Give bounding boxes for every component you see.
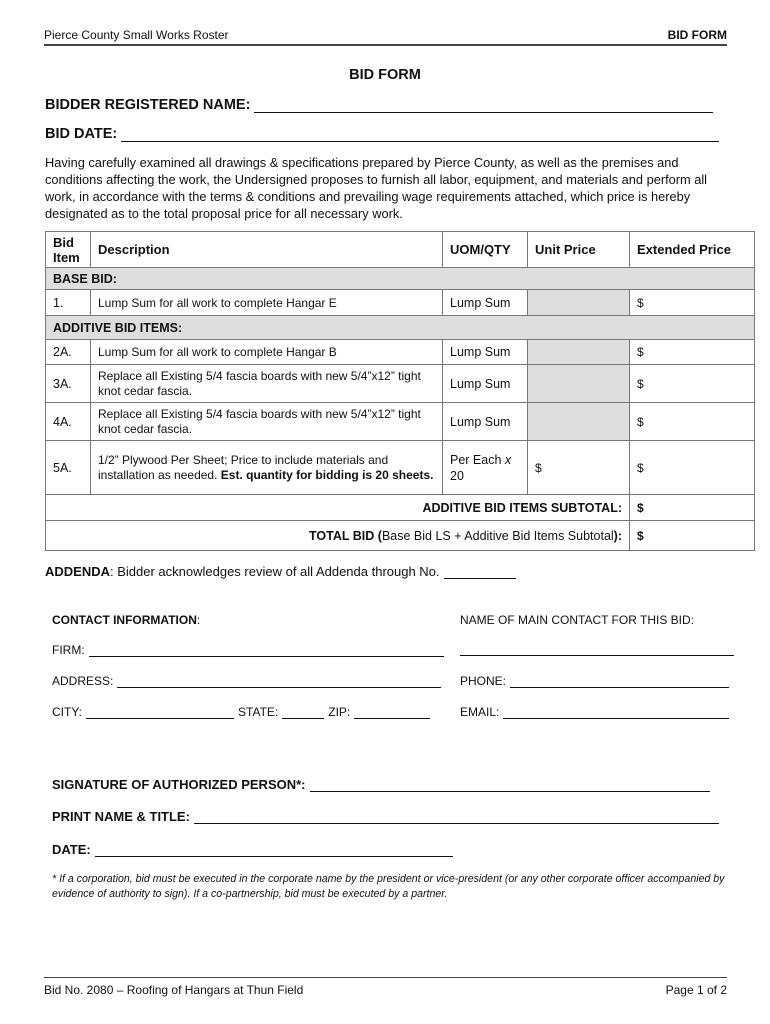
table-row [46,340,755,365]
firm-row [52,643,444,657]
row-description-text: 1/2” Plywood Per Sheet; Price to include materials and installation as needed. [98,452,389,482]
bidder-name-row [45,97,713,113]
intro-paragraph: Having carefully examined all drawings & specifications prepared by Pierce County, as well as the premises and conditions affecting the work, the Undersigned proposes to furnish all labor, equipment, and materials and perform all work, in accordance with the terms & conditions and prevailing wage requirements attached, which price is hereby designated as to the total proposal price for all necessary work. [45,155,708,221]
row-extended-price[interactable]: $ [630,441,755,495]
col-header-item: Bid Item [46,232,91,268]
total-label [46,521,630,551]
row-unit-price[interactable]: $ [528,441,630,495]
footer-divider [44,977,727,978]
phone-label: PHONE: [460,674,507,688]
row-description: Replace all Existing 5/4 fascia boards with new 5/4”x12” tight knot cedar fascia. [91,403,443,441]
email-line[interactable] [503,706,729,719]
section-row-base [46,268,755,290]
print-name-row [52,809,719,824]
subtotal-row [46,495,755,521]
row-item: 2A. [46,340,91,365]
row-description: Replace all Existing 5/4 fascia boards with new 5/4”x12” tight knot cedar fascia. [91,365,443,403]
firm-label: FIRM: [52,643,85,657]
main-contact-heading: NAME OF MAIN CONTACT FOR THIS BID: [460,613,695,627]
bid-table [45,231,755,551]
row-extended-price[interactable]: $ [630,365,755,403]
row-unit-price [528,403,630,441]
col-header-unit-price: Unit Price [528,232,630,268]
row-uom [443,441,528,495]
page-title: BID FORM [349,67,421,83]
row-uom: Lump Sum [443,340,528,365]
zip-line[interactable] [354,706,430,719]
header-divider [44,44,727,46]
row-uom: Lump Sum [443,365,528,403]
address-line[interactable] [117,675,441,688]
row-item: 3A. [46,365,91,403]
total-value[interactable]: $ [630,521,755,551]
zip-label: ZIP: [328,705,351,719]
table-row [46,441,755,495]
row-uom: Lump Sum [443,403,528,441]
phone-row [460,674,729,688]
bidder-name-label: BIDDER REGISTERED NAME: [45,97,251,113]
main-contact-line[interactable] [460,643,734,656]
row-uom-text: Per Each [450,452,505,467]
row-uom-qty: 20 [450,468,464,483]
address-row [52,674,441,688]
subtotal-label: ADDITIVE BID ITEMS SUBTOTAL: [46,495,630,521]
section-row-additive [46,316,755,340]
email-label: EMAIL: [460,705,500,719]
signature-row [52,777,710,792]
firm-line[interactable] [89,644,444,657]
contact-heading-text: CONTACT INFORMATION [52,613,197,627]
row-extended-price[interactable]: $ [630,403,755,441]
row-extended-price[interactable]: $ [630,290,755,316]
page-header [44,28,727,44]
main-contact-row [460,643,734,656]
col-header-uom: UOM/QTY [443,232,528,268]
base-bid-label: BASE BID: [46,268,755,290]
additive-bid-label: ADDITIVE BID ITEMS: [46,316,755,340]
addenda-line[interactable] [444,565,516,579]
total-label-end: ): [613,528,622,543]
total-row [46,521,755,551]
addenda-text: : Bidder acknowledges review of all Addenda through No. [110,564,440,579]
col-header-description: Description [91,232,443,268]
signature-label: SIGNATURE OF AUTHORIZED PERSON*: [52,777,306,792]
city-row [52,705,430,719]
row-description [91,441,443,495]
signature-note: * If a corporation, bid must be executed in the corporate name by the president or vice-president (or any other corporate officer accompanied by evidence of authority to sign). If a co-partnership, bid must be executed by a partner. [52,873,725,900]
col-header-extended-price: Extended Price [630,232,755,268]
header-right: BID FORM [667,28,727,42]
signature-line[interactable] [310,778,710,792]
contact-heading-colon: : [196,613,201,627]
bid-date-label: BID DATE: [45,126,118,142]
table-header-row [46,232,755,268]
footer-left: Bid No. 2080 – Roofing of Hangars at Thun Field [44,983,304,997]
state-line[interactable] [282,706,324,719]
row-unit-price [528,340,630,365]
bidder-name-line[interactable] [254,98,713,113]
state-label: STATE: [238,705,279,719]
date-row [52,842,453,857]
print-name-line[interactable] [194,810,719,824]
table-row [46,365,755,403]
phone-line[interactable] [510,675,729,688]
contact-heading [52,613,200,627]
total-label-mid: Base Bid LS + Additive Bid Items Subtotal [381,528,614,543]
row-uom-x: x [504,452,512,467]
subtotal-value[interactable]: $ [630,495,755,521]
addenda-row [45,564,516,579]
table-row [46,290,755,316]
city-line[interactable] [86,706,234,719]
date-label: DATE: [52,842,91,857]
row-description-bold: Est. quantity for bidding is 20 sheets. [220,467,434,482]
row-item: 4A. [46,403,91,441]
address-label: ADDRESS: [52,674,114,688]
footer-right: Page 1 of 2 [665,983,727,997]
bid-date-row [45,126,719,142]
date-line[interactable] [95,843,453,857]
email-row [460,705,729,719]
row-description: Lump Sum for all work to complete Hangar E [91,290,443,316]
bid-date-line[interactable] [121,127,719,142]
header-left: Pierce County Small Works Roster [44,28,229,42]
row-extended-price[interactable]: $ [630,340,755,365]
row-description: Lump Sum for all work to complete Hangar B [91,340,443,365]
city-label: CITY: [52,705,83,719]
row-item: 1. [46,290,91,316]
table-row [46,403,755,441]
total-label-start: TOTAL BID ( [309,528,382,543]
addenda-label: ADDENDA [45,564,110,579]
row-unit-price [528,290,630,316]
row-uom: Lump Sum [443,290,528,316]
row-item: 5A. [46,441,91,495]
print-name-label: PRINT NAME & TITLE: [52,809,190,824]
row-unit-price [528,365,630,403]
